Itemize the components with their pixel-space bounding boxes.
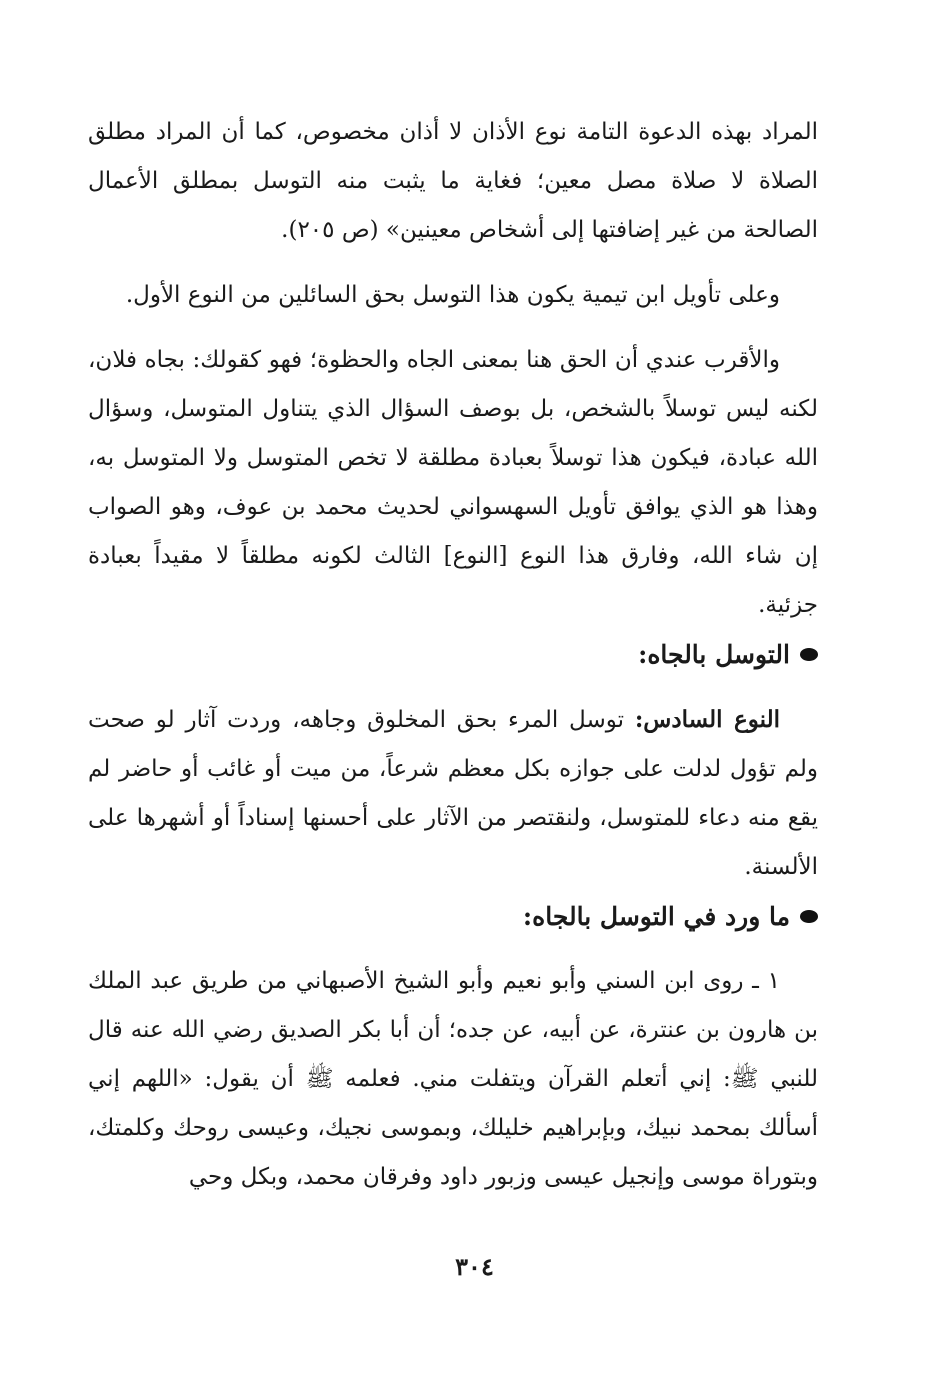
- bullet-icon: [800, 648, 818, 661]
- section-heading-text: ما ورد في التوسل بالجاه:: [522, 902, 790, 931]
- page-number: ٣٠٤: [455, 1252, 494, 1281]
- bullet-icon: [800, 910, 818, 923]
- sixth-type-text: توسل المرء بحق المخلوق وجاهه، وردت آثار لو صحت ولم تؤول لدلت على جوازه بكل معظم شرعاً، من ميت أو غائب أو حاضر لم يقع منه دعاء للمتوسل، ولنقتصر من الآثار على أحسنها إسناداً أو أشهرها على الألسنة.: [88, 707, 818, 880]
- section-heading-text: التوسل بالجاه:: [638, 640, 790, 669]
- section-heading-tawassul-jah: [88, 630, 818, 679]
- page-body: [88, 108, 818, 1202]
- paragraph-sixth-type: [88, 695, 818, 892]
- sixth-type-label: النوع السادس:: [634, 706, 780, 733]
- paragraph-continuation: المراد بهذه الدعوة التامة نوع الأذان لا أذان مخصوص، كما أن المراد مطلق الصلاة لا صلاة مصل معين؛ فغاية ما يثبت منه التوسل بمطلق الأعمال الصالحة من غير إضافتها إلى أشخاص معينين» (ص ٢٠٥).: [88, 119, 818, 243]
- paragraph-author-opinion: والأقرب عندي أن الحق هنا بمعنى الجاه والحظوة؛ فهو كقولك: بجاه فلان، لكنه ليس توسلاً بالشخص، بل بوصف السؤال الذي يتناول المتوسل، وسؤال الله عبادة، فيكون هذا توسلاً بعبادة مطلقة لا تخص المتوسل ولا المتوسل به، وهذا هو الذي يوافق تأويل السهسواني لحديث محمد بن عوف، وهو الصواب إن شاء الله، وفارق هذا النوع [النوع] الثالث لكونه مطلقاً لا مقيداً بعبادة جزئية.: [88, 347, 818, 618]
- paragraph-narration-1: ١ ـ روى ابن السني وأبو نعيم وأبو الشيخ الأصبهاني من طريق عبد الملك بن هارون بن عنترة، عن أبيه، عن جده؛ أن أبا بكر الصديق رضي الله عنه قال للنبي ﷺ: إني أتعلم القرآن ويتفلت مني. فعلمه ﷺ أن يقول: «اللهم إني أسألك بمحمد نبيك، وبإبراهيم خليلك، وبموسى نجيك، وعيسى روحك وكلمتك، وبتوراة موسى وإنجيل عيسى وزبور داود وفرقان محمد، وبكل وحي: [88, 968, 818, 1190]
- paragraph-ibn-taymiyya: وعلى تأويل ابن تيمية يكون هذا التوسل بحق السائلين من النوع الأول.: [125, 282, 780, 308]
- section-heading-narrations: [88, 892, 818, 941]
